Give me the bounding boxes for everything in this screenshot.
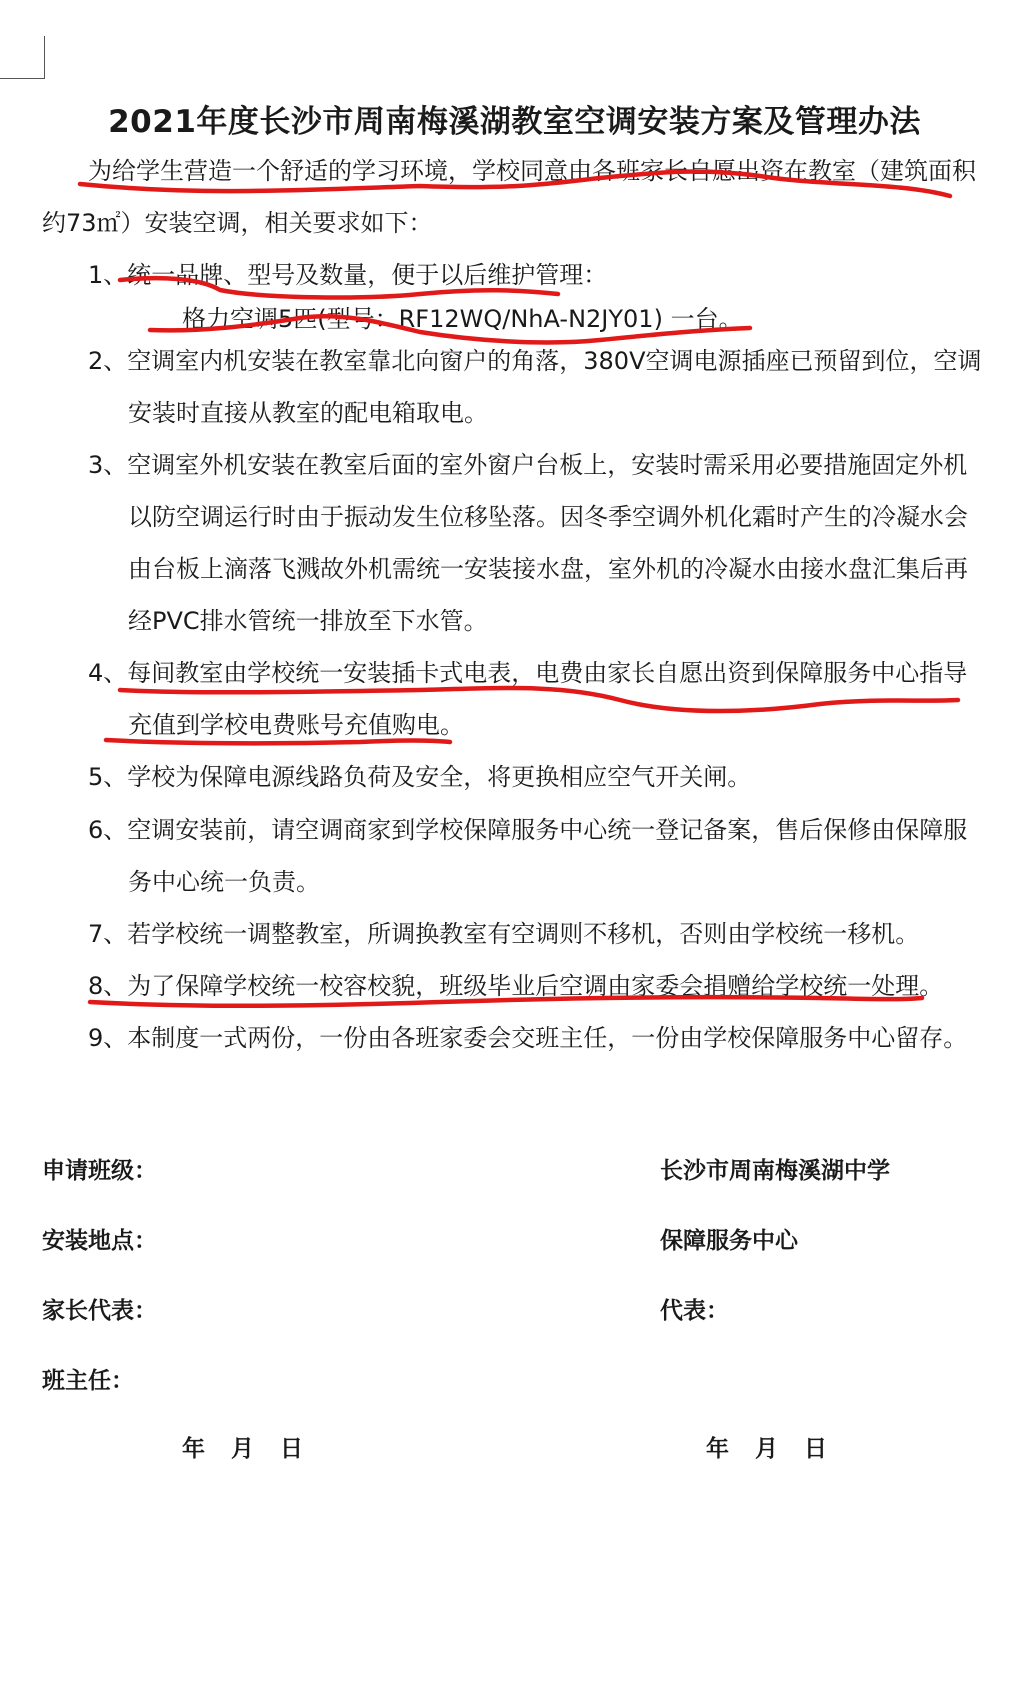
sig-head-teacher: 班主任：: [42, 1368, 134, 1394]
sig-applicant-class: 申请班级：: [42, 1158, 157, 1184]
date-right-year: 年: [706, 1436, 729, 1462]
page-corner-mark: [0, 36, 45, 79]
item-3-line-1: 3、空调室外机安装在教室后面的室外窗户台板上，安装时需采用必要措施固定外机: [88, 451, 968, 479]
sig-school-rep: 代表：: [660, 1298, 729, 1324]
underline-item4-b: [106, 740, 450, 743]
date-left-year: 年: [182, 1436, 205, 1462]
item-6-line-1: 6、空调安装前，请空调商家到学校保障服务中心统一登记备案，售后保修由保障服: [88, 816, 968, 844]
date-left: [182, 1430, 303, 1463]
intro-line-2: 约73㎡）安装空调，相关要求如下：: [42, 209, 433, 237]
sig-service-center: 保障服务中心: [660, 1228, 798, 1254]
item-6-line-2: 务中心统一负责。: [128, 868, 320, 896]
date-right: [706, 1430, 827, 1463]
date-left-day: 日: [280, 1436, 303, 1462]
underline-item4-a: [120, 688, 958, 711]
item-1-line-2: 格力空调5匹(型号：RF12WQ/NhA-N2JY01) 一台。: [182, 305, 743, 333]
date-right-month: 月: [755, 1436, 778, 1462]
intro-line-1: 为给学生营造一个舒适的学习环境，学校同意由各班家长自愿出资在教室（建筑面积: [88, 157, 976, 185]
item-3-line-4: 经PVC排水管统一排放至下水管。: [128, 607, 488, 635]
sig-school-name: 长沙市周南梅溪湖中学: [660, 1158, 890, 1184]
item-8-line-1: 8、为了保障学校统一校容校貌，班级毕业后空调由家委会捐赠给学校统一处理。: [88, 972, 944, 1000]
item-9-line-1: 9、本制度一式两份，一份由各班家委会交班主任，一份由学校保障服务中心留存。: [88, 1024, 968, 1052]
date-right-day: 日: [804, 1436, 827, 1462]
item-2-line-1: 2、空调室内机安装在教室靠北向窗户的角落，380V空调电源插座已预留到位，空调: [88, 347, 982, 375]
sig-parent-rep: 家长代表：: [42, 1298, 157, 1324]
document-title: 2021年度长沙市周南梅溪湖教室空调安装方案及管理办法: [108, 104, 921, 140]
item-4-line-1: 4、每间教室由学校统一安装插卡式电表，电费由家长自愿出资到保障服务中心指导: [88, 659, 968, 687]
item-4-line-2: 充值到学校电费账号充值购电。: [128, 711, 464, 739]
item-3-line-3: 由台板上滴落飞溅故外机需统一安装接水盘，室外机的冷凝水由接水盘汇集后再: [128, 555, 968, 583]
date-left-month: 月: [231, 1436, 254, 1462]
item-5-line-1: 5、学校为保障电源线路负荷及安全，将更换相应空气开关闸。: [88, 763, 752, 791]
item-2-line-2: 安装时直接从教室的配电箱取电。: [128, 399, 488, 427]
item-1-line-1: 1、统一品牌、型号及数量，便于以后维护管理：: [88, 261, 608, 289]
item-3-line-2: 以防空调运行时由于振动发生位移坠落。因冬季空调外机化霜时产生的冷凝水会: [128, 503, 968, 531]
sig-install-location: 安装地点：: [42, 1228, 157, 1254]
item-7-line-1: 7、若学校统一调整教室，所调换教室有空调则不移机，否则由学校统一移机。: [88, 920, 920, 948]
